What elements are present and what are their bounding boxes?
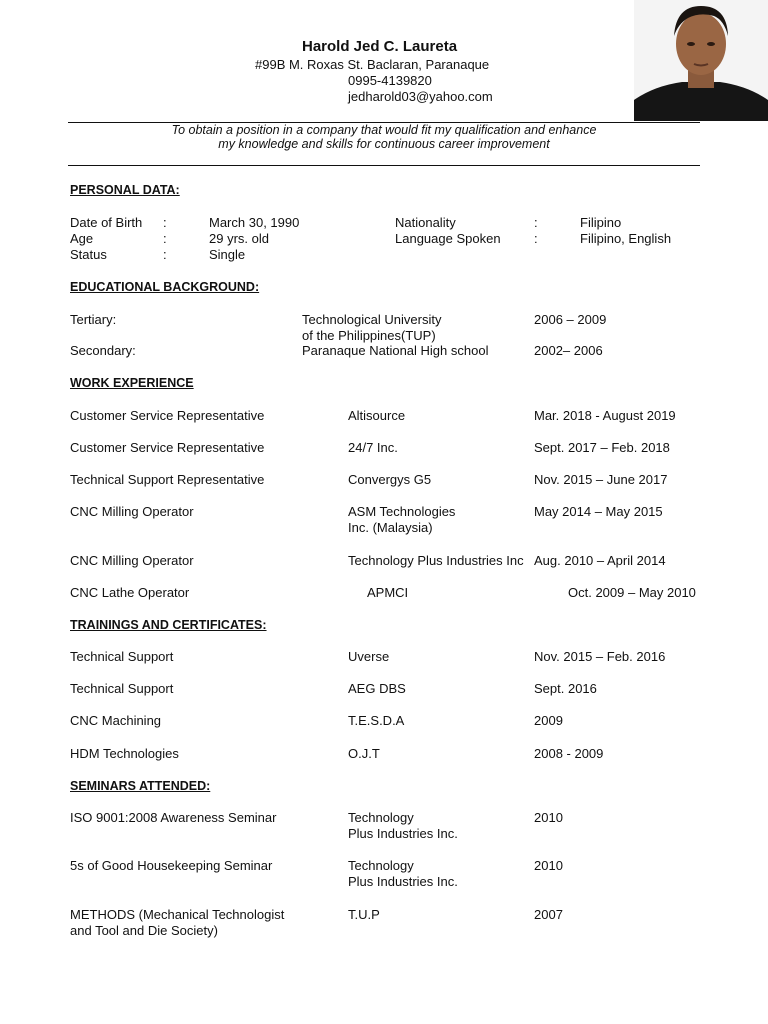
training-title: Technical Support <box>70 649 174 664</box>
status-label: Status <box>70 247 107 262</box>
dob-label: Date of Birth <box>70 215 143 230</box>
tertiary-label: Tertiary: <box>70 312 117 327</box>
seminars-heading: SEMINARS ATTENDED: <box>70 779 211 793</box>
seminar-organizer: Technology <box>348 810 414 825</box>
separator: : <box>534 231 538 246</box>
job-dates: Sept. 2017 – Feb. 2018 <box>534 440 670 455</box>
seminar-organizer-line-2: Plus Industries Inc. <box>348 826 458 841</box>
seminar-title-line-2: and Tool and Die Society) <box>70 923 218 938</box>
training-provider: O.J.T <box>348 746 380 761</box>
nationality-value: Filipino <box>580 215 622 230</box>
separator: : <box>534 215 538 230</box>
training-dates: Nov. 2015 – Feb. 2016 <box>534 649 666 664</box>
seminar-organizer-line-2: Plus Industries Inc. <box>348 874 458 889</box>
candidate-name: Harold Jed C. Laureta <box>302 38 458 55</box>
job-title: CNC Milling Operator <box>70 504 194 519</box>
secondary-years: 2002– 2006 <box>534 343 603 358</box>
personal-data-heading: PERSONAL DATA: <box>70 183 180 197</box>
job-company: 24/7 Inc. <box>348 440 398 455</box>
job-title: Technical Support Representative <box>70 472 265 487</box>
separator: : <box>163 231 167 246</box>
job-company: ASM Technologies <box>348 504 456 519</box>
objective-line-2: my knowledge and skills for continuous career improvement <box>218 137 550 151</box>
job-title: CNC Lathe Operator <box>70 585 190 600</box>
job-dates: Nov. 2015 – June 2017 <box>534 472 668 487</box>
seminar-year: 2010 <box>534 858 563 873</box>
tertiary-school: Technological University <box>302 312 442 327</box>
work-experience-heading: WORK EXPERIENCE <box>70 376 194 390</box>
training-dates: Sept. 2016 <box>534 681 597 696</box>
job-company: Altisource <box>348 408 406 423</box>
objective-line-1: To obtain a position in a company that would fit my qualification and enhance <box>171 123 597 137</box>
age-label: Age <box>70 231 94 246</box>
training-title: HDM Technologies <box>70 746 179 761</box>
job-title: Customer Service Representative <box>70 440 265 455</box>
language-label: Language Spoken <box>395 231 501 246</box>
job-dates: May 2014 – May 2015 <box>534 504 663 519</box>
training-title: Technical Support <box>70 681 174 696</box>
job-company: APMCI <box>367 585 409 600</box>
dob-value: March 30, 1990 <box>209 215 300 230</box>
seminar-organizer: Technology <box>348 858 414 873</box>
job-company: Convergys G5 <box>348 472 432 487</box>
job-dates: Mar. 2018 - August 2019 <box>534 408 676 423</box>
seminar-year: 2010 <box>534 810 563 825</box>
training-title: CNC Machining <box>70 713 162 728</box>
separator: : <box>163 247 167 262</box>
seminar-year: 2007 <box>534 907 563 922</box>
profile-photo <box>634 0 768 121</box>
training-provider: AEG DBS <box>348 681 406 696</box>
tertiary-school-line-2: of the Philippines(TUP) <box>302 328 436 343</box>
training-dates: 2009 <box>534 713 563 728</box>
job-title: CNC Milling Operator <box>70 553 194 568</box>
person-portrait-icon <box>634 0 768 121</box>
age-value: 29 yrs. old <box>209 231 269 246</box>
seminar-title: 5s of Good Housekeeping Seminar <box>70 858 273 873</box>
training-provider: T.E.S.D.A <box>348 713 405 728</box>
job-dates: Aug. 2010 – April 2014 <box>534 553 666 568</box>
seminar-organizer: T.U.P <box>348 907 380 922</box>
job-company-line-2: Inc. (Malaysia) <box>348 520 433 535</box>
secondary-school: Paranaque National High school <box>302 343 489 358</box>
email-address: jedharold03@yahoo.com <box>348 89 493 104</box>
tertiary-years: 2006 – 2009 <box>534 312 607 327</box>
training-provider: Uverse <box>348 649 390 664</box>
training-dates: 2008 - 2009 <box>534 746 604 761</box>
job-title: Customer Service Representative <box>70 408 265 423</box>
objective-divider <box>68 165 700 166</box>
language-value: Filipino, English <box>580 231 672 246</box>
education-heading: EDUCATIONAL BACKGROUND: <box>70 280 260 294</box>
phone-number: 0995-4139820 <box>348 73 432 88</box>
status-value: Single <box>209 247 246 262</box>
nationality-label: Nationality <box>395 215 456 230</box>
trainings-heading: TRAININGS AND CERTIFICATES: <box>70 618 267 632</box>
job-dates: Oct. 2009 – May 2010 <box>568 585 696 600</box>
address: #99B M. Roxas St. Baclaran, Paranaque <box>255 57 490 72</box>
secondary-label: Secondary: <box>70 343 136 358</box>
seminar-title: ISO 9001:2008 Awareness Seminar <box>70 810 277 825</box>
separator: : <box>163 215 167 230</box>
job-company: Technology Plus Industries Inc <box>348 553 524 568</box>
seminar-title: METHODS (Mechanical Technologist <box>70 907 285 922</box>
